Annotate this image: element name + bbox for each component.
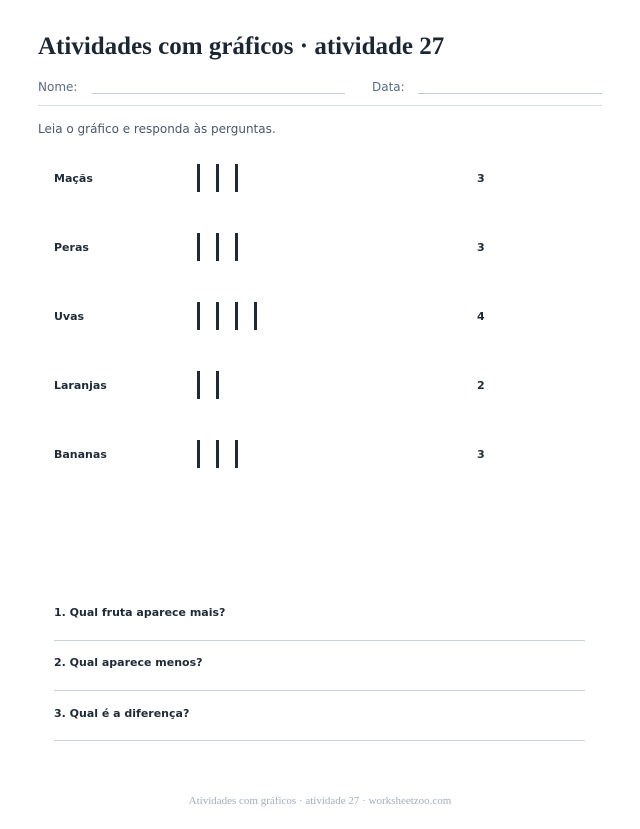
- tally-count: 3: [477, 241, 485, 254]
- tally-mark: [197, 302, 200, 330]
- answer-line[interactable]: [54, 690, 585, 691]
- tally-row: [0, 228, 640, 268]
- tally-mark: [216, 371, 219, 399]
- worksheet-title: Atividades com gráficos · atividade 27: [38, 33, 445, 60]
- tally-count: 2: [477, 379, 485, 392]
- question-text: 3. Qual é a diferença?: [54, 707, 190, 720]
- tally-mark: [235, 302, 238, 330]
- tally-count: 3: [477, 172, 485, 185]
- tally-count: 3: [477, 448, 485, 461]
- tally-mark: [235, 164, 238, 192]
- fruit-label: Maçãs: [54, 172, 93, 185]
- tally-mark: [197, 371, 200, 399]
- name-label: Nome:: [38, 80, 78, 94]
- question-text: 1. Qual fruta aparece mais?: [54, 606, 226, 619]
- tally-mark: [216, 440, 219, 468]
- tally-mark: [216, 302, 219, 330]
- fruit-label: Bananas: [54, 448, 107, 461]
- tally-mark: [197, 233, 200, 261]
- tally-row: [0, 366, 640, 406]
- name-field-line: [92, 93, 345, 94]
- tally-row: [0, 159, 640, 199]
- tally-mark: [235, 233, 238, 261]
- tally-row: [0, 297, 640, 337]
- tally-row: [0, 435, 640, 475]
- tally-mark: [197, 164, 200, 192]
- date-field-line: [418, 93, 602, 94]
- tally-mark: [197, 440, 200, 468]
- tally-mark: [254, 302, 257, 330]
- fruit-label: Laranjas: [54, 379, 107, 392]
- answer-line[interactable]: [54, 740, 585, 741]
- fruit-label: Uvas: [54, 310, 85, 323]
- header-divider: [38, 105, 602, 106]
- tally-mark: [216, 164, 219, 192]
- tally-mark: [216, 233, 219, 261]
- answer-line[interactable]: [54, 640, 585, 641]
- page-footer: Atividades com gráficos · atividade 27 · worksheetzoo.com: [188, 795, 452, 807]
- question-text: 2. Qual aparece menos?: [54, 656, 203, 669]
- date-label: Data:: [372, 80, 405, 94]
- instructions-text: Leia o gráfico e responda às perguntas.: [38, 122, 276, 136]
- tally-mark: [235, 440, 238, 468]
- fruit-label: Peras: [54, 241, 89, 254]
- tally-count: 4: [477, 310, 485, 323]
